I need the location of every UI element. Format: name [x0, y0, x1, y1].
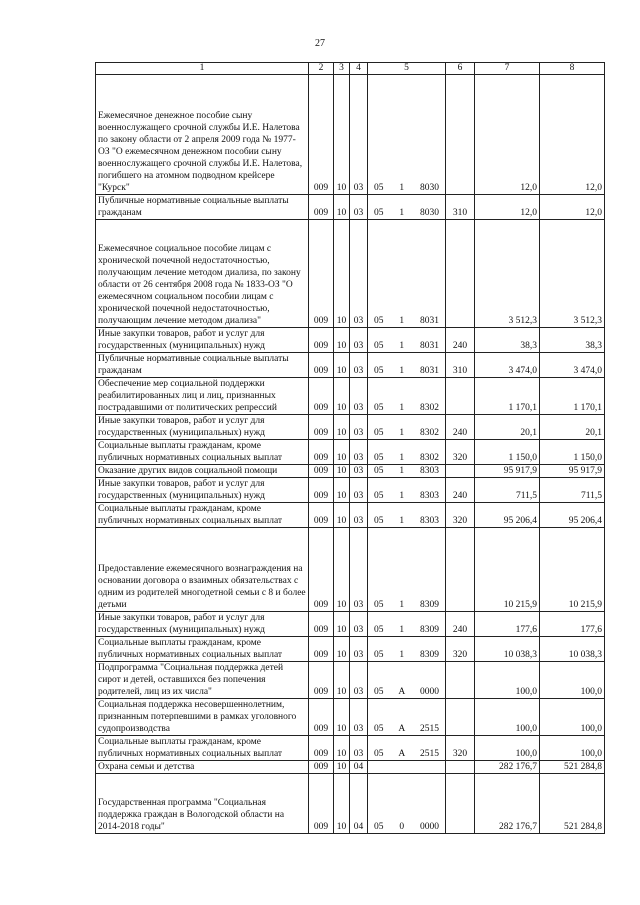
table-row	[96, 699, 605, 736]
row-gr: 009	[309, 612, 334, 637]
row-rz: 10	[334, 699, 350, 736]
table-row	[96, 761, 605, 774]
row-pr: 03	[350, 465, 368, 478]
row-gr: 009	[309, 503, 334, 528]
row-value-2017: 20,1	[540, 415, 605, 440]
row-name: Социальные выплаты гражданам, кроме публичных нормативных социальных выплат	[96, 736, 309, 761]
row-vr	[446, 75, 475, 195]
row-value-2017: 95 206,4	[540, 503, 605, 528]
row-name: Ежемесячное денежное пособие сыну военнослужащего срочной службы И.Е. Налетова по закону области от 2 апреля 2009 года № 1977-ОЗ "О ежемесячном денежном пособии сыну военнослужащего срочной службы И.Е. Налетова, погибшего на атомном подводном крейсере "Курск"	[96, 75, 309, 195]
row-target-article	[368, 378, 446, 415]
row-pr: 03	[350, 699, 368, 736]
row-name: Подпрограмма "Социальная поддержка детей сирот и детей, оставшихся без попечения родителей, лиц из их числа"	[96, 662, 309, 699]
row-target-article-part: 0000	[420, 687, 439, 697]
row-gr: 009	[309, 328, 334, 353]
row-target-article-part: 1	[399, 366, 405, 376]
row-vr	[446, 465, 475, 478]
row-value-2017: 10 038,3	[540, 637, 605, 662]
row-gr: 009	[309, 478, 334, 503]
row-rz: 10	[334, 195, 350, 220]
row-vr: 320	[446, 736, 475, 761]
row-pr: 03	[350, 736, 368, 761]
table-row	[96, 465, 605, 478]
row-name: Обеспечение мер социальной поддержки реабилитированных лиц и лиц, признанных пострадавшими от политических репрессий	[96, 378, 309, 415]
row-target-article	[368, 699, 446, 736]
row-value-2017: 3 474,0	[540, 353, 605, 378]
header-col-1: 1	[96, 63, 309, 75]
row-target-article-part: 05	[374, 625, 384, 635]
row-value-2017: 521 284,8	[540, 774, 605, 834]
row-target-article-part: 05	[374, 687, 384, 697]
row-target-article-part: 2515	[420, 724, 439, 734]
row-target-article-part: 1	[399, 208, 405, 218]
row-target-article-part: 8309	[420, 625, 439, 635]
table-row	[96, 503, 605, 528]
row-target-article-part: 1	[399, 516, 405, 526]
row-pr: 03	[350, 195, 368, 220]
row-target-article-part: 05	[374, 366, 384, 376]
row-pr: 03	[350, 378, 368, 415]
row-pr: 03	[350, 75, 368, 195]
row-value-2017: 12,0	[540, 75, 605, 195]
row-name: Публичные нормативные социальные выплаты гражданам	[96, 195, 309, 220]
row-rz: 10	[334, 761, 350, 774]
row-target-article-part: 8309	[420, 650, 439, 660]
row-value-2017: 177,6	[540, 612, 605, 637]
row-target-article-part: 05	[374, 650, 384, 660]
row-value-2016: 282 176,7	[475, 774, 540, 834]
row-target-article-part: 8031	[420, 316, 439, 326]
header-col-6: 6	[446, 63, 475, 75]
table-row	[96, 353, 605, 378]
row-pr: 03	[350, 662, 368, 699]
row-target-article	[368, 353, 446, 378]
row-vr: 310	[446, 195, 475, 220]
row-target-article-part: 8031	[420, 366, 439, 376]
row-value-2017: 95 917,9	[540, 465, 605, 478]
row-vr	[446, 220, 475, 328]
row-gr: 009	[309, 528, 334, 612]
row-rz: 10	[334, 774, 350, 834]
table-row	[96, 415, 605, 440]
row-target-article-part: 1	[399, 183, 405, 193]
row-target-article-part: 8303	[420, 466, 439, 476]
row-name: Государственная программа "Социальная поддержка граждан в Вологодской области на 2014-2018 годы"	[96, 774, 309, 834]
row-pr: 03	[350, 478, 368, 503]
row-value-2017: 12,0	[540, 195, 605, 220]
table-row	[96, 528, 605, 612]
row-value-2016: 711,5	[475, 478, 540, 503]
row-target-article-part: 8302	[420, 403, 439, 413]
table-row	[96, 378, 605, 415]
row-target-article-part: 8030	[420, 208, 439, 218]
row-target-article-part: А	[398, 749, 406, 759]
row-target-article-part: 1	[399, 650, 405, 660]
row-vr: 240	[446, 478, 475, 503]
row-pr: 04	[350, 761, 368, 774]
row-name: Оказание других видов социальной помощи	[96, 465, 309, 478]
row-rz: 10	[334, 736, 350, 761]
table-row	[96, 774, 605, 834]
row-target-article-part: 05	[374, 491, 384, 501]
row-value-2017: 100,0	[540, 736, 605, 761]
row-vr	[446, 662, 475, 699]
row-target-article	[368, 328, 446, 353]
row-target-article	[368, 637, 446, 662]
row-pr: 03	[350, 612, 368, 637]
row-gr: 009	[309, 736, 334, 761]
row-value-2017: 10 215,9	[540, 528, 605, 612]
row-value-2016: 12,0	[475, 195, 540, 220]
row-target-article	[368, 761, 446, 774]
row-target-article-part: 1	[399, 341, 405, 351]
row-rz: 10	[334, 415, 350, 440]
row-gr: 009	[309, 440, 334, 465]
row-target-article	[368, 220, 446, 328]
row-target-article	[368, 662, 446, 699]
row-value-2016: 10 215,9	[475, 528, 540, 612]
row-rz: 10	[334, 528, 350, 612]
row-value-2016: 3 474,0	[475, 353, 540, 378]
table-row	[96, 440, 605, 465]
page-number: 27	[315, 38, 325, 49]
row-target-article	[368, 465, 446, 478]
row-value-2017: 1 150,0	[540, 440, 605, 465]
row-name: Ежемесячное социальное пособие лицам с хронической почечной недостаточностью, получающим лечение методом диализа, по закону области от 26 сентября 2008 года № 1833-ОЗ "О ежемесячном социальном пособии лицам с хронической почечной недостаточностью, получающим лечение методом диализа"	[96, 220, 309, 328]
row-target-article-part: 1	[399, 403, 405, 413]
row-vr: 320	[446, 637, 475, 662]
row-target-article-part: 05	[374, 341, 384, 351]
row-value-2016: 20,1	[475, 415, 540, 440]
row-target-article-part: А	[398, 687, 406, 697]
row-target-article-part: 1	[399, 466, 405, 476]
row-value-2017: 100,0	[540, 699, 605, 736]
row-target-article-part: 05	[374, 428, 384, 438]
row-rz: 10	[334, 637, 350, 662]
row-pr: 03	[350, 220, 368, 328]
row-target-article	[368, 415, 446, 440]
row-name: Охрана семьи и детства	[96, 761, 309, 774]
table-row	[96, 637, 605, 662]
table-row	[96, 662, 605, 699]
row-rz: 10	[334, 75, 350, 195]
row-gr: 009	[309, 774, 334, 834]
row-target-article-part: 2515	[420, 749, 439, 759]
row-target-article-part: 05	[374, 600, 384, 610]
row-gr: 009	[309, 195, 334, 220]
row-rz: 10	[334, 378, 350, 415]
row-vr	[446, 761, 475, 774]
row-target-article-part: 05	[374, 453, 384, 463]
row-target-article	[368, 478, 446, 503]
row-target-article	[368, 440, 446, 465]
row-gr: 009	[309, 415, 334, 440]
row-value-2016: 10 038,3	[475, 637, 540, 662]
row-pr: 03	[350, 415, 368, 440]
row-target-article-part: 05	[374, 516, 384, 526]
header-col-7: 7	[475, 63, 540, 75]
table-row	[96, 75, 605, 195]
budget-table	[95, 62, 605, 834]
table-row	[96, 612, 605, 637]
header-row	[96, 63, 605, 75]
row-target-article	[368, 75, 446, 195]
row-target-article-part: 05	[374, 183, 384, 193]
table-row	[96, 328, 605, 353]
row-target-article-part: 05	[374, 822, 384, 832]
row-rz: 10	[334, 612, 350, 637]
header-col-4: 4	[350, 63, 368, 75]
row-name: Социальная поддержка несовершеннолетним, признанным потерпевшими в рамках уголовного судопроизводства	[96, 699, 309, 736]
row-rz: 10	[334, 465, 350, 478]
row-pr: 04	[350, 774, 368, 834]
row-gr: 009	[309, 637, 334, 662]
row-rz: 10	[334, 353, 350, 378]
row-name: Иные закупки товаров, работ и услуг для государственных (муниципальных) нужд	[96, 415, 309, 440]
row-value-2016: 1 170,1	[475, 378, 540, 415]
row-pr: 03	[350, 353, 368, 378]
row-target-article-part: 1	[399, 625, 405, 635]
row-target-article	[368, 774, 446, 834]
table-row	[96, 220, 605, 328]
row-vr: 240	[446, 415, 475, 440]
table-row	[96, 736, 605, 761]
row-rz: 10	[334, 220, 350, 328]
row-value-2017: 521 284,8	[540, 761, 605, 774]
row-vr: 320	[446, 440, 475, 465]
row-value-2016: 177,6	[475, 612, 540, 637]
row-name: Иные закупки товаров, работ и услуг для государственных (муниципальных) нужд	[96, 328, 309, 353]
row-pr: 03	[350, 440, 368, 465]
row-value-2016: 3 512,3	[475, 220, 540, 328]
row-gr: 009	[309, 220, 334, 328]
row-value-2016: 1 150,0	[475, 440, 540, 465]
row-gr: 009	[309, 761, 334, 774]
row-target-article-part: 05	[374, 724, 384, 734]
row-vr	[446, 528, 475, 612]
row-value-2016: 100,0	[475, 699, 540, 736]
row-vr	[446, 699, 475, 736]
row-pr: 03	[350, 528, 368, 612]
row-value-2017: 3 512,3	[540, 220, 605, 328]
row-name: Социальные выплаты гражданам, кроме публичных нормативных социальных выплат	[96, 637, 309, 662]
row-target-article-part: 1	[399, 453, 405, 463]
row-rz: 10	[334, 503, 350, 528]
row-vr: 320	[446, 503, 475, 528]
row-target-article	[368, 195, 446, 220]
table-row	[96, 195, 605, 220]
row-name: Предоставление ежемесячного вознаграждения на основании договора о взаимных обязательствах с одним из родителей многодетной семьи с 8 и более детьми	[96, 528, 309, 612]
row-target-article-part: 0	[399, 822, 405, 832]
row-target-article	[368, 612, 446, 637]
row-name: Иные закупки товаров, работ и услуг для государственных (муниципальных) нужд	[96, 478, 309, 503]
row-target-article-part: А	[398, 724, 406, 734]
row-value-2016: 12,0	[475, 75, 540, 195]
row-vr: 240	[446, 328, 475, 353]
row-target-article-part: 8030	[420, 183, 439, 193]
row-value-2017: 100,0	[540, 662, 605, 699]
row-target-article-part: 05	[374, 466, 384, 476]
row-target-article-part: 05	[374, 403, 384, 413]
row-pr: 03	[350, 503, 368, 528]
row-target-article-part: 1	[399, 428, 405, 438]
row-name: Публичные нормативные социальные выплаты гражданам	[96, 353, 309, 378]
row-value-2017: 711,5	[540, 478, 605, 503]
row-pr: 03	[350, 637, 368, 662]
row-target-article-part: 8309	[420, 600, 439, 610]
row-name: Социальные выплаты гражданам, кроме публичных нормативных социальных выплат	[96, 503, 309, 528]
row-rz: 10	[334, 440, 350, 465]
row-rz: 10	[334, 478, 350, 503]
row-value-2016: 100,0	[475, 662, 540, 699]
table-row	[96, 478, 605, 503]
row-target-article-part: 0000	[420, 822, 439, 832]
row-target-article-part: 8303	[420, 491, 439, 501]
row-gr: 009	[309, 699, 334, 736]
row-vr	[446, 774, 475, 834]
row-gr: 009	[309, 662, 334, 699]
row-value-2016: 282 176,7	[475, 761, 540, 774]
row-target-article-part: 1	[399, 600, 405, 610]
row-name: Социальные выплаты гражданам, кроме публичных нормативных социальных выплат	[96, 440, 309, 465]
row-gr: 009	[309, 378, 334, 415]
row-target-article-part: 8302	[420, 453, 439, 463]
row-name: Иные закупки товаров, работ и услуг для государственных (муниципальных) нужд	[96, 612, 309, 637]
row-value-2017: 38,3	[540, 328, 605, 353]
header-col-3: 3	[334, 63, 350, 75]
row-target-article-part: 1	[399, 316, 405, 326]
row-target-article-part: 8302	[420, 428, 439, 438]
header-col-2: 2	[309, 63, 334, 75]
row-value-2016: 100,0	[475, 736, 540, 761]
row-target-article	[368, 736, 446, 761]
row-target-article-part: 05	[374, 749, 384, 759]
row-target-article	[368, 528, 446, 612]
row-value-2016: 95 917,9	[475, 465, 540, 478]
row-vr: 240	[446, 612, 475, 637]
row-gr: 009	[309, 75, 334, 195]
header-col-5: 5	[368, 63, 446, 75]
row-value-2017: 1 170,1	[540, 378, 605, 415]
row-value-2016: 95 206,4	[475, 503, 540, 528]
row-pr: 03	[350, 328, 368, 353]
row-value-2016: 38,3	[475, 328, 540, 353]
row-gr: 009	[309, 465, 334, 478]
row-rz: 10	[334, 328, 350, 353]
row-target-article-part: 8303	[420, 516, 439, 526]
row-target-article-part: 05	[374, 316, 384, 326]
row-gr: 009	[309, 353, 334, 378]
row-target-article	[368, 503, 446, 528]
row-target-article-part: 8031	[420, 341, 439, 351]
row-target-article-part: 05	[374, 208, 384, 218]
header-col-8: 8	[540, 63, 605, 75]
row-rz: 10	[334, 662, 350, 699]
row-target-article-part: 1	[399, 491, 405, 501]
row-vr	[446, 378, 475, 415]
row-vr: 310	[446, 353, 475, 378]
